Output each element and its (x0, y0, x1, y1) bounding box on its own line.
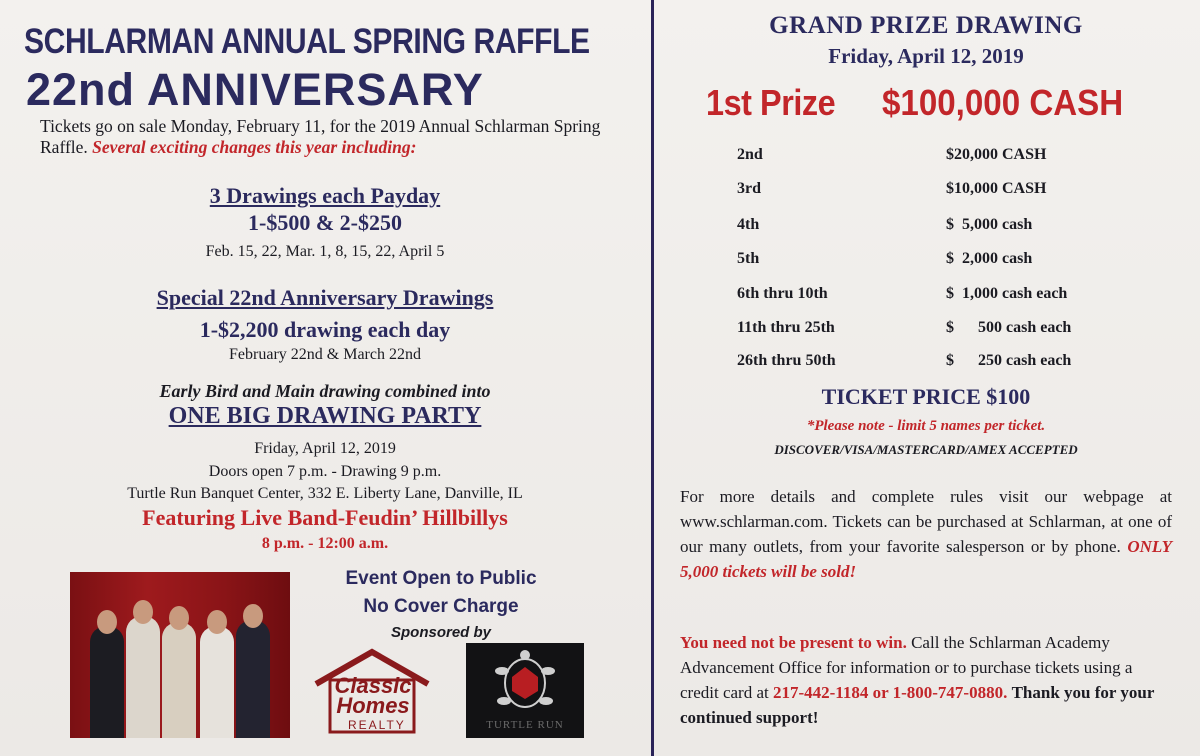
sponsored-by-label: Sponsored by (390, 624, 491, 641)
prize-place: 11th thru 25th (737, 319, 835, 336)
prize-place: 6th thru 10th (737, 285, 828, 302)
details-paragraph (680, 484, 1172, 584)
grand-prize-title: GRAND PRIZE DRAWING (769, 12, 1083, 39)
band-photo (70, 572, 290, 738)
anniversary-title: 22nd ANNIVERSARY (26, 64, 484, 115)
classic-logo-line1: Classic (334, 673, 412, 698)
phone-numbers: 217-442-1184 or 1-800-747-0880. (772, 683, 1008, 702)
classic-logo-line3: REALTY (348, 718, 406, 732)
intro-paragraph (40, 116, 610, 158)
prize-place: 5th (737, 250, 760, 267)
party-heading: ONE BIG DRAWING PARTY (168, 403, 482, 429)
intro-highlight: Several exciting changes this year including: (92, 137, 417, 157)
payday-prizes: 1-$500 & 2-$250 (248, 210, 402, 235)
classic-logo-line2: Homes (336, 693, 410, 718)
classic-homes-logo (308, 646, 436, 738)
open-public-text: Event Open to Public (345, 568, 537, 589)
special-dates: February 22nd & March 22nd (229, 346, 421, 363)
turtle-run-text: TURTLE RUN (486, 719, 564, 731)
band-heading: Featuring Live Band-Feudin’ Hillbillys (142, 505, 508, 530)
first-prize-value: $100,000 CASH (882, 82, 1124, 123)
prize-amount: $ 1,000 cash each (946, 285, 1068, 302)
accepted-cards: DISCOVER/VISA/MASTERCARD/AMEX ACCEPTED (774, 442, 1078, 457)
early-bird-text: Early Bird and Main drawing combined into (159, 381, 491, 401)
names-note: *Please note - limit 5 names per ticket. (806, 418, 1046, 434)
no-cover-text: No Cover Charge (363, 596, 519, 617)
prize-amount: $20,000 CASH (946, 146, 1047, 163)
prize-amount: $ 5,000 cash (946, 216, 1033, 233)
column-divider (651, 0, 654, 756)
intro-text: Tickets go on sale Monday, February 11, for the 2019 Annual Schlarman Spring Raffle. (40, 116, 601, 157)
prize-place: 4th (737, 216, 760, 233)
details-text: For more details and complete rules visit our webpage at www.schlarman.com. Tickets can be purchased at Schlarman, at one of our many outlets, from your favorite salesperson or by phone. (680, 487, 1172, 556)
contact-text: Call the Schlarman Academy Advancement Office for information or to purchase tickets using a credit card at (680, 633, 1133, 702)
ticket-price: TICKET PRICE $100 (821, 384, 1031, 409)
prize-place: 2nd (737, 146, 763, 163)
prize-amount: $10,000 CASH (946, 180, 1047, 197)
special-heading: Special 22nd Anniversary Drawings (156, 285, 494, 310)
venue-address: Turtle Run Banquet Center, 332 E. Liberty Lane, Danville, IL (127, 485, 523, 502)
band-time: 8 p.m. - 12:00 a.m. (261, 535, 389, 552)
payday-dates: Feb. 15, 22, Mar. 1, 8, 15, 22, April 5 (205, 243, 445, 260)
present-highlight: You need not be present to win. (680, 633, 907, 652)
grand-prize-date: Friday, April 12, 2019 (828, 44, 1024, 68)
prize-place: 3rd (737, 180, 761, 197)
contact-paragraph (680, 630, 1172, 730)
prize-amount: $ 500 cash each (946, 319, 1072, 336)
prize-amount: $ 250 cash each (946, 352, 1072, 369)
first-prize-label: 1st Prize (706, 82, 836, 123)
special-prize: 1-$2,200 drawing each day (199, 317, 451, 342)
prize-place: 26th thru 50th (737, 352, 836, 369)
raffle-title: SCHLARMAN ANNUAL SPRING RAFFLE (24, 22, 590, 61)
turtle-run-logo (466, 643, 584, 738)
doors-time: Doors open 7 p.m. - Drawing 9 p.m. (208, 463, 442, 480)
thanks-text: Thank you for your continued support! (680, 683, 1155, 727)
party-date: Friday, April 12, 2019 (254, 440, 396, 457)
payday-heading: 3 Drawings each Payday (209, 183, 441, 208)
tickets-limit-highlight: ONLY 5,000 tickets will be sold! (680, 537, 1173, 581)
prize-amount: $ 2,000 cash (946, 250, 1033, 267)
